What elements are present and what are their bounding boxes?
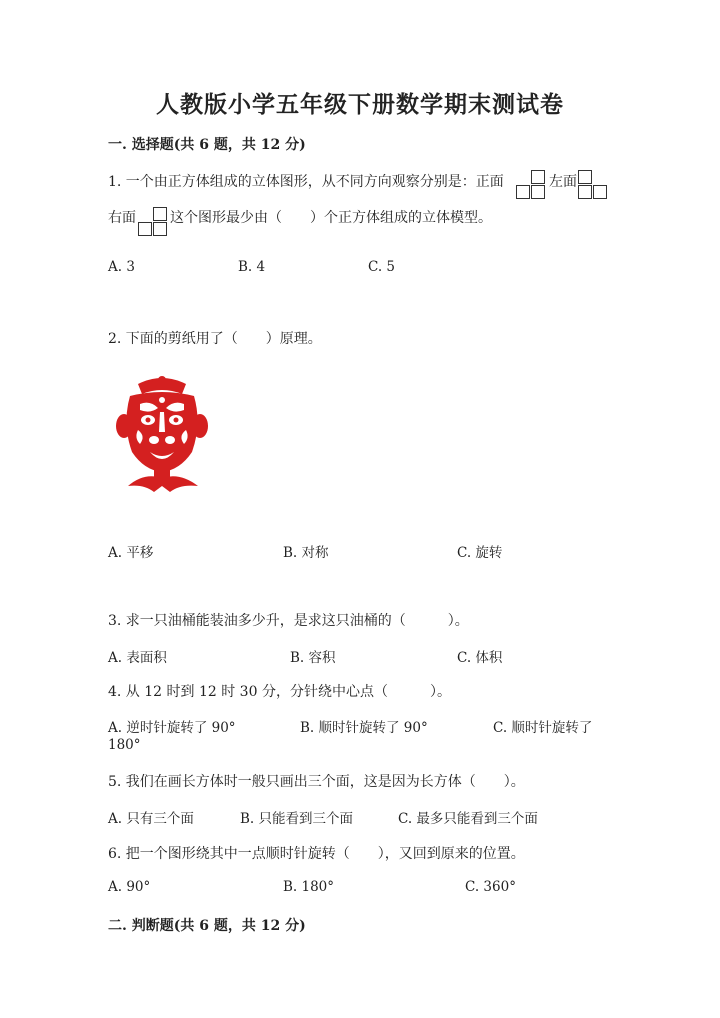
question-1-text-c: 右面 <box>108 210 136 226</box>
q5-option-c: C. 最多只能看到三个面 <box>398 811 538 827</box>
q2-option-a: A. 平移 <box>108 545 154 561</box>
question-2-text: 2. 下面的剪纸用了（ ）原理。 <box>108 331 322 347</box>
question-5-text: 5. 我们在画长方体时一般只画出三个面，这是因为长方体（ ）。 <box>108 774 525 790</box>
question-6-text: 6. 把一个图形绕其中一点顺时针旋转（ ），又回到原来的位置。 <box>108 846 525 862</box>
q4-option-c-continued: 180° <box>108 737 141 753</box>
q4-option-a: A. 逆时针旋转了 90° <box>108 720 236 736</box>
q3-option-a: A. 表面积 <box>108 650 167 666</box>
q6-option-a: A. 90° <box>108 879 151 895</box>
question-1-text-a: 1. 一个由正方体组成的立体图形，从不同方向观察分别是：正面 <box>108 174 504 190</box>
paper-cut-image <box>110 374 214 498</box>
section-heading-choice: 一. 选择题(共 6 题，共 12 分) <box>108 137 306 153</box>
q5-option-a: A. 只有三个面 <box>108 811 194 827</box>
q1-option-b: B. 4 <box>238 259 266 275</box>
q1-option-a: A. 3 <box>108 259 135 275</box>
section-heading-judgement: 二. 判断题(共 6 题，共 12 分) <box>108 918 306 934</box>
right-view-figure <box>138 207 170 239</box>
q6-option-b: B. 180° <box>283 879 335 895</box>
q2-option-c: C. 旋转 <box>457 545 503 561</box>
page-title: 人教版小学五年级下册数学期末测试卷 <box>156 91 564 118</box>
question-1-text-d: 这个图形最少由（ ）个正方体组成的立体模型。 <box>170 210 492 226</box>
q2-option-b: B. 对称 <box>283 545 329 561</box>
q1-option-c: C. 5 <box>368 259 396 275</box>
left-view-figure <box>578 170 610 202</box>
q3-option-b: B. 容积 <box>290 650 336 666</box>
q4-option-c: C. 顺时针旋转了 <box>493 720 593 736</box>
q5-option-b: B. 只能看到三个面 <box>240 811 354 827</box>
question-4-text: 4. 从 12 时到 12 时 30 分，分针绕中心点（ ）。 <box>108 684 451 700</box>
q3-option-c: C. 体积 <box>457 650 503 666</box>
q6-option-c: C. 360° <box>465 879 516 895</box>
question-3-text: 3. 求一只油桶能装油多少升，是求这只油桶的（ ）。 <box>108 613 469 629</box>
q4-option-b: B. 顺时针旋转了 90° <box>300 720 428 736</box>
question-1-text-b: 左面 <box>549 174 577 190</box>
front-view-figure <box>516 170 548 202</box>
